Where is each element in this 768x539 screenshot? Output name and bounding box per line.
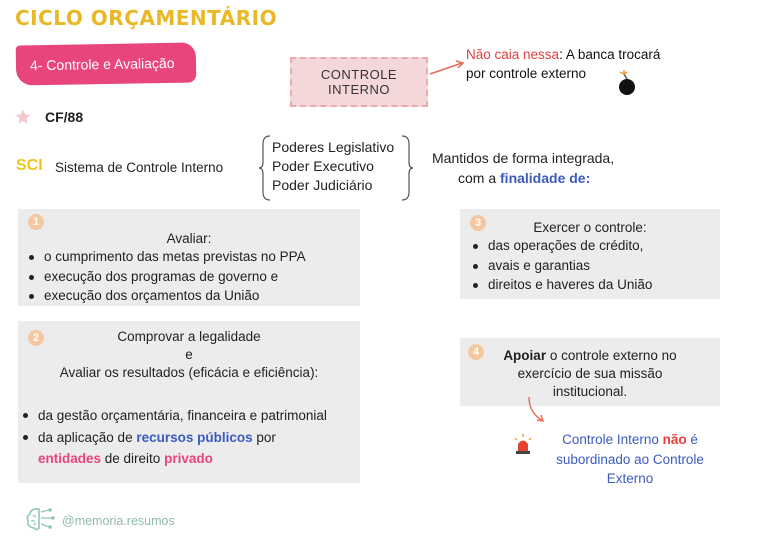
sub-line3: Externo: [606, 471, 654, 486]
cf88-label: CF/88: [45, 109, 84, 125]
right-brace-icon: [400, 134, 414, 202]
card-comprovar: [18, 321, 360, 483]
item-highlight: recursos públicos: [136, 429, 253, 445]
warning-text: Não caia nessa: [466, 47, 560, 62]
card-list: [20, 405, 360, 470]
list-item: execução dos programas de governo e: [26, 267, 306, 287]
integrated-line1: Mantidos de forma integrada,: [432, 150, 615, 166]
card-number: 1: [28, 214, 44, 230]
sub-negation: não: [662, 432, 687, 447]
list-item: o cumprimento das metas previstas no PPA: [26, 247, 306, 267]
section-tag: 4- Controle e Avaliação: [16, 42, 197, 85]
star-icon: [14, 108, 32, 126]
power-item: Poder Judiciário: [272, 177, 373, 193]
item-text: de direito: [101, 451, 165, 466]
card-number: 4: [468, 344, 484, 360]
sci-label: Sistema de Controle Interno: [55, 160, 224, 175]
warning-rest: : A banca trocará: [559, 47, 661, 62]
card-list: [470, 236, 652, 295]
list-item: avais e garantias: [470, 256, 652, 276]
list-item: execução dos orçamentos da União: [26, 286, 306, 306]
list-item: direitos e haveres da União: [470, 275, 652, 295]
card-avaliar: [18, 209, 360, 306]
list-item: da gestão orçamentária, financeira e patrimonial: [20, 405, 360, 427]
card-heading: [460, 347, 720, 401]
power-item: Poder Executivo: [272, 158, 374, 174]
apoiar-bold: Apoiar: [503, 348, 547, 363]
card-heading-line1: Comprovar a legalidade: [117, 329, 261, 344]
card-heading-line2: e: [185, 347, 193, 362]
page-title: CICLO ORÇAMENTÁRIO: [15, 6, 278, 30]
warning-line2: por controle externo: [466, 66, 587, 81]
card-number: 3: [470, 215, 486, 231]
sci-abbr: SCI: [16, 157, 43, 174]
card-exercer: [460, 209, 720, 299]
power-item: Poderes Legislativo: [272, 139, 395, 155]
integrated-line2a: com a: [458, 170, 501, 186]
bomb-icon: [615, 70, 637, 96]
card-number: 2: [28, 330, 44, 346]
card-heading: [18, 328, 360, 382]
apoiar-rest: o controle externo no: [546, 348, 677, 363]
arrow-icon: [428, 60, 468, 76]
item-highlight: privado: [164, 451, 213, 466]
apoiar-line2: exercício de sua missão: [517, 366, 663, 381]
footer-handle: @memoria.resumos: [62, 514, 175, 528]
card-heading-line3: Avaliar os resultados (eficácia e eficiência):: [59, 365, 319, 380]
list-item: das operações de crédito,: [470, 236, 652, 256]
curved-arrow-icon: [525, 395, 549, 425]
sub-text: é: [686, 432, 698, 447]
left-brace-icon: [258, 134, 272, 202]
control-box-line1: CONTROLE: [320, 67, 398, 82]
card-heading: Avaliar:: [166, 231, 212, 246]
brain-logo-icon: [25, 506, 55, 532]
list-item: [20, 427, 360, 470]
siren-icon: [513, 433, 533, 455]
subordination-note: [545, 430, 715, 489]
integrated-note: [432, 148, 614, 188]
powers-list: [272, 138, 394, 195]
card-list: [26, 247, 306, 306]
card-apoiar: [460, 338, 720, 406]
sub-line2: subordinado ao Controle: [556, 451, 704, 467]
control-box-line2: INTERNO: [328, 82, 390, 97]
sub-text: Controle Interno: [562, 432, 663, 447]
item-highlight: entidades: [38, 451, 102, 466]
item-text: da aplicação de: [38, 429, 137, 445]
card-heading: Exercer o controle:: [533, 220, 647, 235]
item-text: por: [252, 429, 276, 445]
integrated-highlight: finalidade de:: [500, 170, 591, 186]
apoiar-line3: institucional.: [552, 384, 628, 399]
controle-interno-box: [290, 57, 428, 107]
